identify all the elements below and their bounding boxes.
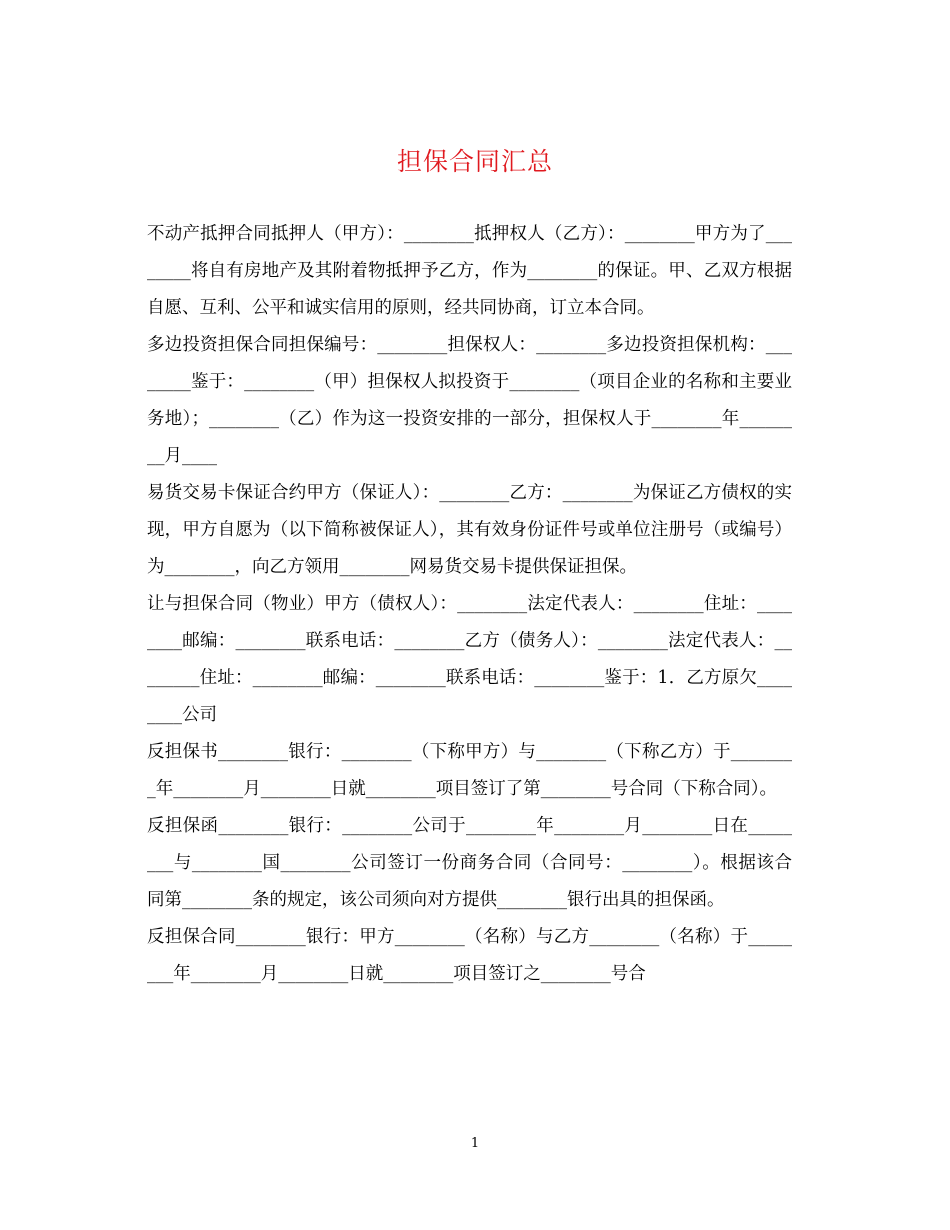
page-number: 1 [470,1136,480,1151]
paragraph-counter-guarantee-function: 反担保函________银行：________公司于________年________月________日在________与________国________公司签订一份商务合同（合同号：________）。根据该合同第________条的规定，该公司须向对方提供________银行出具的担保函。 [147,816,792,910]
paragraph-real-estate-mortgage: 不动产抵押合同抵押人（甲方）：________抵押权人（乙方）：________甲方为了________将自有房地产及其附着物抵押予乙方，作为________的保证。甲、乙双方根据自愿、互利、公平和诚实信用的原则，经共同协商，订立本合同。 [147,224,792,318]
document-body [147,216,792,993]
document-title: 担保合同汇总 [396,147,553,176]
paragraph-transfer-guarantee: 让与担保合同（物业）甲方（债权人）：________法定代表人：________住址：________邮编：________联系电话：________乙方（债务人）：________法定代表人：________住址：________邮编：________联系电话：________鉴于：1．乙方原欠________公司 [147,594,792,725]
paragraph-counter-guarantee-letter: 反担保书________银行：________（下称甲方）与________（下称乙方）于________年________月________日就________项目签订了第________号合同（下称合同）。 [147,742,792,799]
paragraph-counter-guarantee-contract: 反担保合同________银行：甲方________（名称）与乙方________（名称）于________年________月________日就________项目签订之________号合 [147,927,792,984]
paragraph-multilateral-investment-guarantee: 多边投资担保合同担保编号：________担保权人：________多边投资担保机构：________鉴于：________（甲）担保权人拟投资于________（项目企业的名称和主要业务地）；________（乙）作为这一投资安排的一部分，担保权人于________年________月____ [147,335,792,466]
paragraph-barter-card-guarantee: 易货交易卡保证合约甲方（保证人）：________乙方：________为保证乙方债权的实现，甲方自愿为（以下简称被保证人），其有效身份证件号或单位注册号（或编号）为________，向乙方领用________网易货交易卡提供保证担保。 [147,483,792,577]
